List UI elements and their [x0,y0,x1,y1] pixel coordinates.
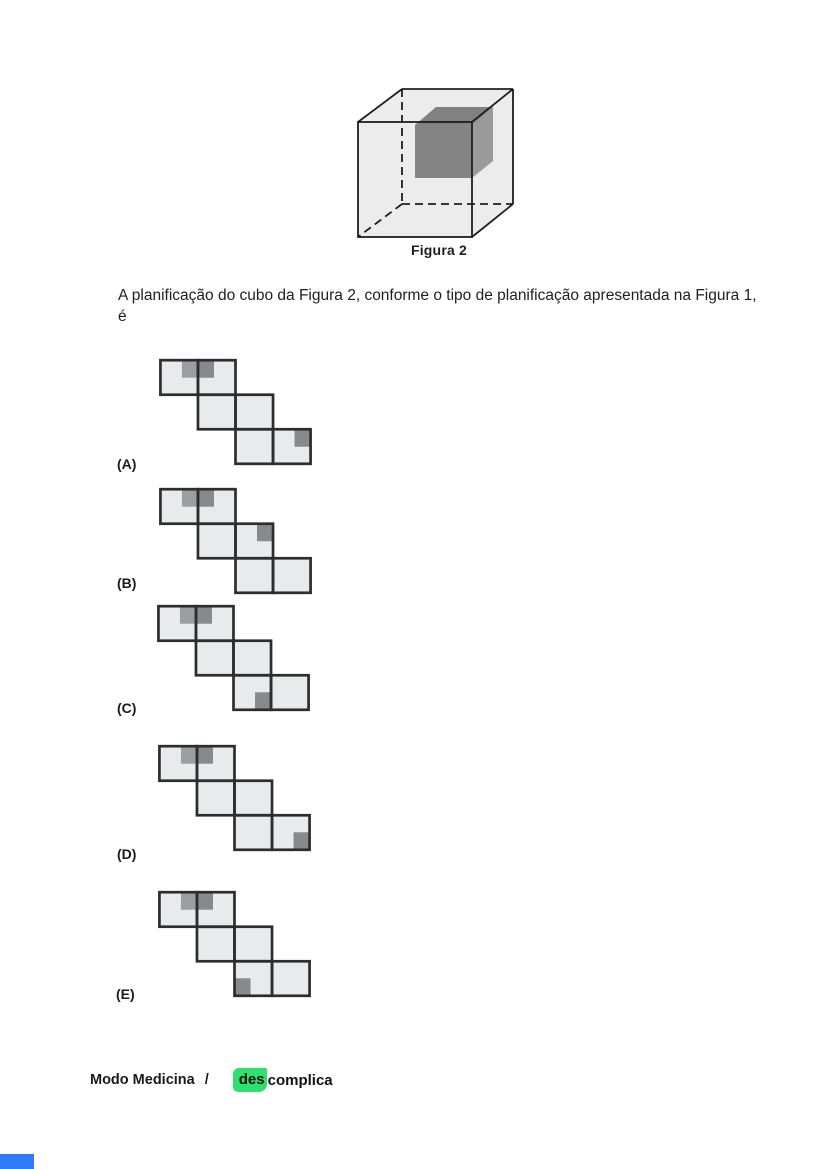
option-e-label: (E) [116,986,135,1002]
descomplica-logo [233,1068,333,1092]
option-d-label: (D) [117,846,137,862]
footer [90,1068,333,1092]
question-line-1: A planificação do cubo da Figura 2, conforme o tipo de planificação apresentada na Figura 1, [118,287,757,304]
option-b-net [158,487,313,600]
inner-cube-front [415,125,472,178]
option-c-net [156,604,311,717]
logo-complica-text: complica [267,1071,333,1089]
option-d-net [157,744,312,857]
option-a-label: (A) [117,456,137,472]
cube-figure [355,85,523,245]
logo-des-highlight: des [233,1068,267,1092]
footer-brand: Modo Medicina [90,1072,195,1088]
question-text [118,285,778,327]
footer-separator: / [204,1072,209,1088]
option-e-net [157,890,312,1003]
figure-caption: Figura 2 [410,242,468,258]
question-line-2: é [118,308,127,325]
next-page-peek-bar [0,1154,34,1169]
option-a-net [158,358,313,471]
option-c-label: (C) [117,700,137,716]
option-b-label: (B) [117,575,137,591]
